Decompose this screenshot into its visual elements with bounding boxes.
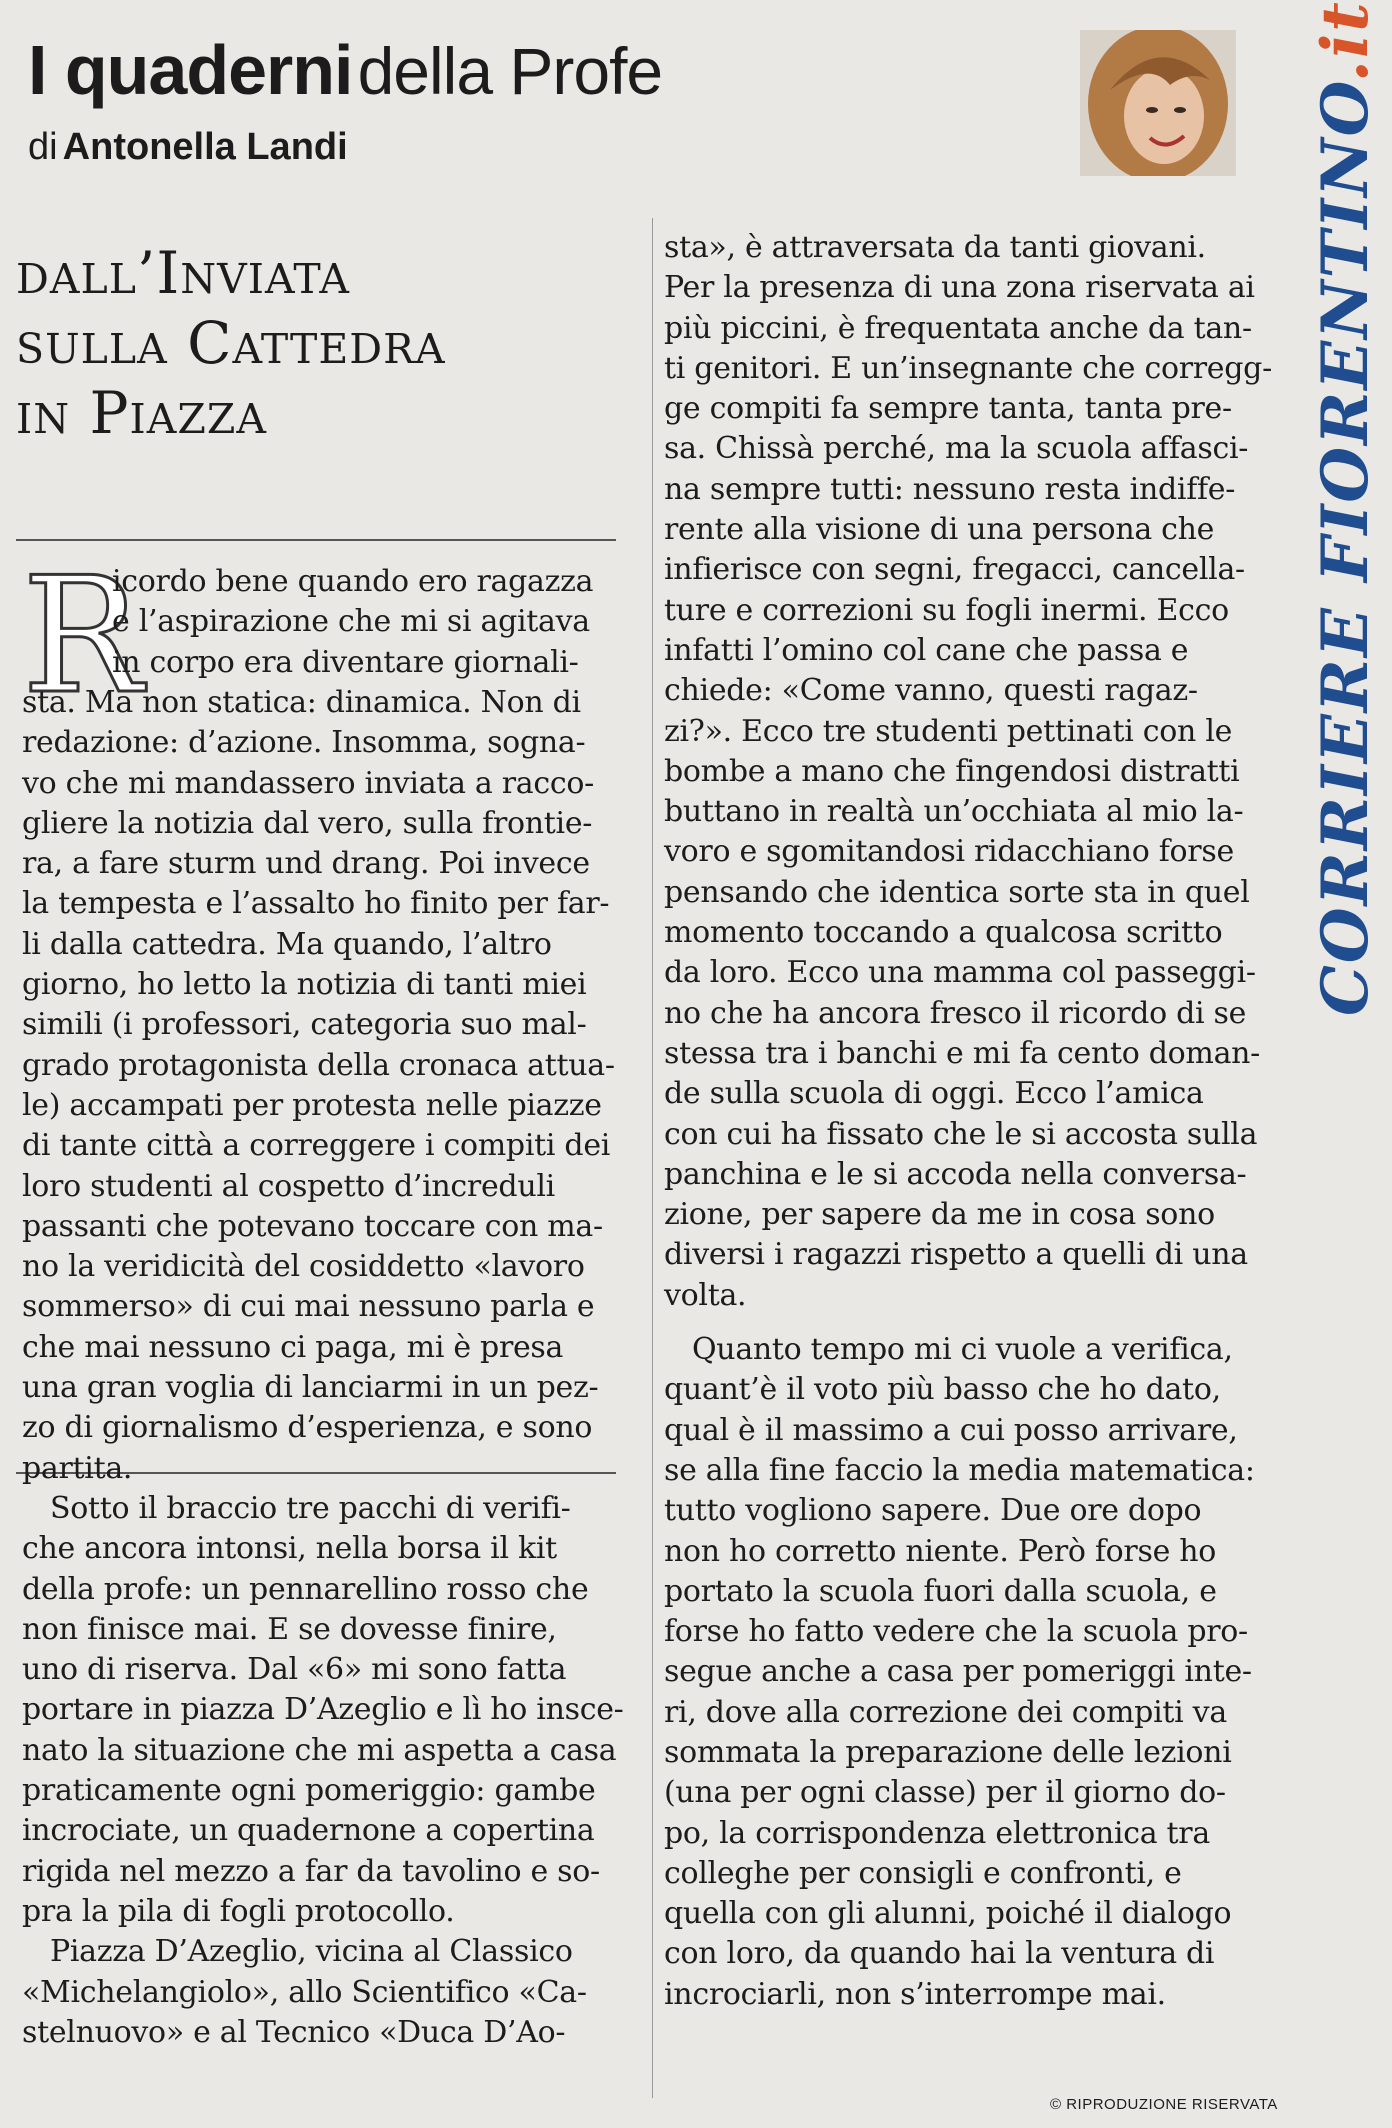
text-line: la tempesta e l’assalto ho finito per far- xyxy=(22,886,610,922)
text-line: Per la presenza di una zona riservata ai xyxy=(664,270,1255,306)
text-line: Quanto tempo mi ci vuole a verifica, xyxy=(692,1332,1233,1368)
right-column xyxy=(664,228,1272,2015)
text-line: de sulla scuola di oggi. Ecco l’amica xyxy=(664,1076,1204,1112)
text-line: sta», è attraversata da tanti giovani. xyxy=(664,230,1206,265)
text-line: na sempre tutti: nessuno resta indiffe- xyxy=(664,471,1236,507)
text-line: momento toccando a qualcosa scritto xyxy=(664,915,1223,951)
text-line: gliere la notizia dal vero, sulla frontie- xyxy=(22,805,593,841)
text-line: se alla fine faccio la media matematica: xyxy=(664,1452,1255,1488)
headline-line: dall’Inviata xyxy=(16,239,351,307)
text-line: panchina e le si accoda nella conversa- xyxy=(664,1156,1247,1192)
text-line: simili (i professori, categoria suo mal- xyxy=(22,1007,587,1043)
text-line: no la veridicità del cosiddetto «lavoro xyxy=(22,1249,585,1285)
text-line: vo che mi mandassero inviata a racco- xyxy=(22,765,594,801)
text-line: po, la corrispondenza elettronica tra xyxy=(664,1815,1210,1851)
text-line: bombe a mano che fingendosi distratti xyxy=(664,753,1240,789)
text-line: ra, a fare sturm und drang. Poi invece xyxy=(22,846,590,882)
text-line: rente alla visione di una persona che xyxy=(664,512,1215,548)
text-line: più piccini, è frequentata anche da tan- xyxy=(664,310,1252,346)
text-line: volta. xyxy=(664,1277,747,1313)
brand-name: CORRIERE FIORENTINO xyxy=(1308,82,1383,1016)
text-line: sa. Chissà perché, ma la scuola affasci- xyxy=(664,431,1249,467)
series-title-rest: della Profe xyxy=(357,34,663,108)
text-line: voro e sgomitandosi ridacchiano forse xyxy=(664,834,1234,870)
author-photo-image xyxy=(1080,30,1236,176)
text-line: forse ho fatto vedere che la scuola pro- xyxy=(664,1614,1248,1650)
text-line: giorno, ho letto la notizia di tanti miei xyxy=(22,967,587,1003)
author-prefix: di xyxy=(28,126,58,168)
dropcap: R xyxy=(22,542,143,729)
text-line: colleghe per consigli e confronti, e xyxy=(664,1855,1182,1891)
headline xyxy=(16,238,636,448)
text-line: rigida nel mezzo a far da tavolino e so- xyxy=(22,1853,600,1889)
series-title xyxy=(28,30,662,110)
series-title-bold: I quaderni xyxy=(28,31,353,109)
text-line: con cui ha fissato che le si accosta sulla xyxy=(664,1116,1258,1152)
brand-masthead xyxy=(1308,0,1383,1016)
text-line: con loro, da quando hai la ventura di xyxy=(664,1936,1215,1972)
brand-tld: .it xyxy=(1308,0,1383,83)
text-line: icordo bene quando ero ragazza xyxy=(112,564,594,599)
text-line: chiede: «Come vanno, questi ragaz- xyxy=(664,673,1198,709)
text-line: sommerso» di cui mai nessuno parla e xyxy=(22,1289,595,1325)
text-line: della profe: un pennarellino rosso che xyxy=(22,1571,589,1607)
text-line: incrociate, un quadernone a copertina xyxy=(22,1813,595,1849)
text-line: praticamente ogni pomeriggio: gambe xyxy=(22,1773,596,1809)
text-line: incrociarli, non s’interrompe mai. xyxy=(664,1976,1166,2012)
column-divider xyxy=(652,218,653,2098)
text-line: nato la situazione che mi aspetta a casa xyxy=(22,1732,617,1768)
text-line: stessa tra i banchi e mi fa cento doman- xyxy=(664,1035,1261,1071)
text-line: zi?». Ecco tre studenti pettinati con le xyxy=(664,713,1233,749)
left-column xyxy=(22,683,624,2053)
headline-line: sulla Cattedra xyxy=(16,309,446,377)
text-line: grado protagonista della cronaca attua- xyxy=(22,1047,615,1083)
text-line: che mai nessuno ci paga, mi è presa xyxy=(22,1329,564,1365)
text-line: zione, per sapere da me in cosa sono xyxy=(664,1197,1215,1233)
text-line: buttano in realtà un’occhiata al mio la- xyxy=(664,794,1244,830)
text-line: che ancora intonsi, nella borsa il kit xyxy=(22,1531,557,1567)
text-line: li dalla cattedra. Ma quando, l’altro xyxy=(22,926,552,962)
author-name: Antonella Landi xyxy=(62,126,348,168)
text-line: redazione: d’azione. Insomma, sogna- xyxy=(22,725,586,761)
text-line: «Michelangiolo», allo Scientifico «Ca- xyxy=(22,1974,587,2010)
text-line: di tante città a correggere i compiti dei xyxy=(22,1128,611,1164)
author-photo xyxy=(1080,30,1236,176)
text-line: stelnuovo» e al Tecnico «Duca D’Ao- xyxy=(22,2014,566,2050)
text-line: quella con gli alunni, poiché il dialogo xyxy=(664,1896,1232,1932)
text-line: sta. Ma non statica: dinamica. Non di xyxy=(22,685,581,720)
headline-rule xyxy=(16,539,616,541)
text-line: e l’aspirazione che mi si agitava xyxy=(112,604,590,640)
text-line: (una per ogni classe) per il giorno do- xyxy=(664,1775,1226,1811)
text-line: loro studenti al cospetto d’increduli xyxy=(22,1168,555,1204)
text-line: in corpo era diventare giornali- xyxy=(112,644,579,680)
text-line: partita. xyxy=(22,1450,133,1486)
text-line: non finisce mai. E se dovesse finire, xyxy=(22,1611,557,1647)
text-line: una gran voglia di lanciarmi in un pez- xyxy=(22,1370,599,1406)
text-line: qual è il massimo a cui posso arrivare, xyxy=(664,1412,1238,1448)
copyright-notice: © RIPRODUZIONE RISERVATA xyxy=(1050,2096,1278,2113)
intro-text xyxy=(112,562,593,683)
text-line: zo di giornalismo d’esperienza, e sono xyxy=(22,1410,593,1446)
text-line: ture e correzioni su fogli inermi. Ecco xyxy=(664,592,1229,628)
text-line: diversi i ragazzi rispetto a quelli di una xyxy=(664,1237,1248,1273)
text-line: tutto vogliono sapere. Due ore dopo xyxy=(664,1493,1202,1529)
text-line: uno di riserva. Dal «6» mi sono fatta xyxy=(22,1652,567,1688)
text-line: Piazza D’Azeglio, vicina al Classico xyxy=(50,1934,573,1970)
text-line: passanti che potevano toccare con ma- xyxy=(22,1208,603,1244)
text-line: non ho corretto niente. Però forse ho xyxy=(664,1533,1217,1569)
text-line: segue anche a casa per pomeriggi inte- xyxy=(664,1654,1252,1690)
text-line: portare in piazza D’Azeglio e lì ho insce- xyxy=(22,1692,624,1728)
text-line: infatti l’omino col cane che passa e xyxy=(664,632,1189,668)
text-line: sommata la preparazione delle lezioni xyxy=(664,1734,1232,1770)
text-line: pensando che identica sorte sta in quel xyxy=(664,874,1250,910)
text-line: le) accampati per protesta nelle piazze xyxy=(22,1087,602,1123)
text-line: ti genitori. E un’insegnante che corregg- xyxy=(664,350,1272,386)
text-line: portato la scuola fuori dalla scuola, e xyxy=(664,1573,1217,1609)
text-line: quant’è il voto più basso che ho dato, xyxy=(664,1372,1221,1408)
paragraph-gap xyxy=(664,1316,1272,1330)
author-line xyxy=(28,126,348,169)
headline-line: in Piazza xyxy=(16,379,267,447)
text-line: ri, dove alla correzione dei compiti va xyxy=(664,1694,1227,1730)
text-line: da loro. Ecco una mamma col passeggi- xyxy=(664,955,1256,991)
text-line: Sotto il braccio tre pacchi di verifi- xyxy=(50,1490,571,1526)
text-line: pra la pila di fogli protocollo. xyxy=(22,1893,455,1929)
text-line: no che ha ancora fresco il ricordo di se xyxy=(664,995,1247,1031)
text-line: ge compiti fa sempre tanta, tanta pre- xyxy=(664,391,1232,427)
text-line: infierisce con segni, fregacci, cancella- xyxy=(664,552,1245,588)
